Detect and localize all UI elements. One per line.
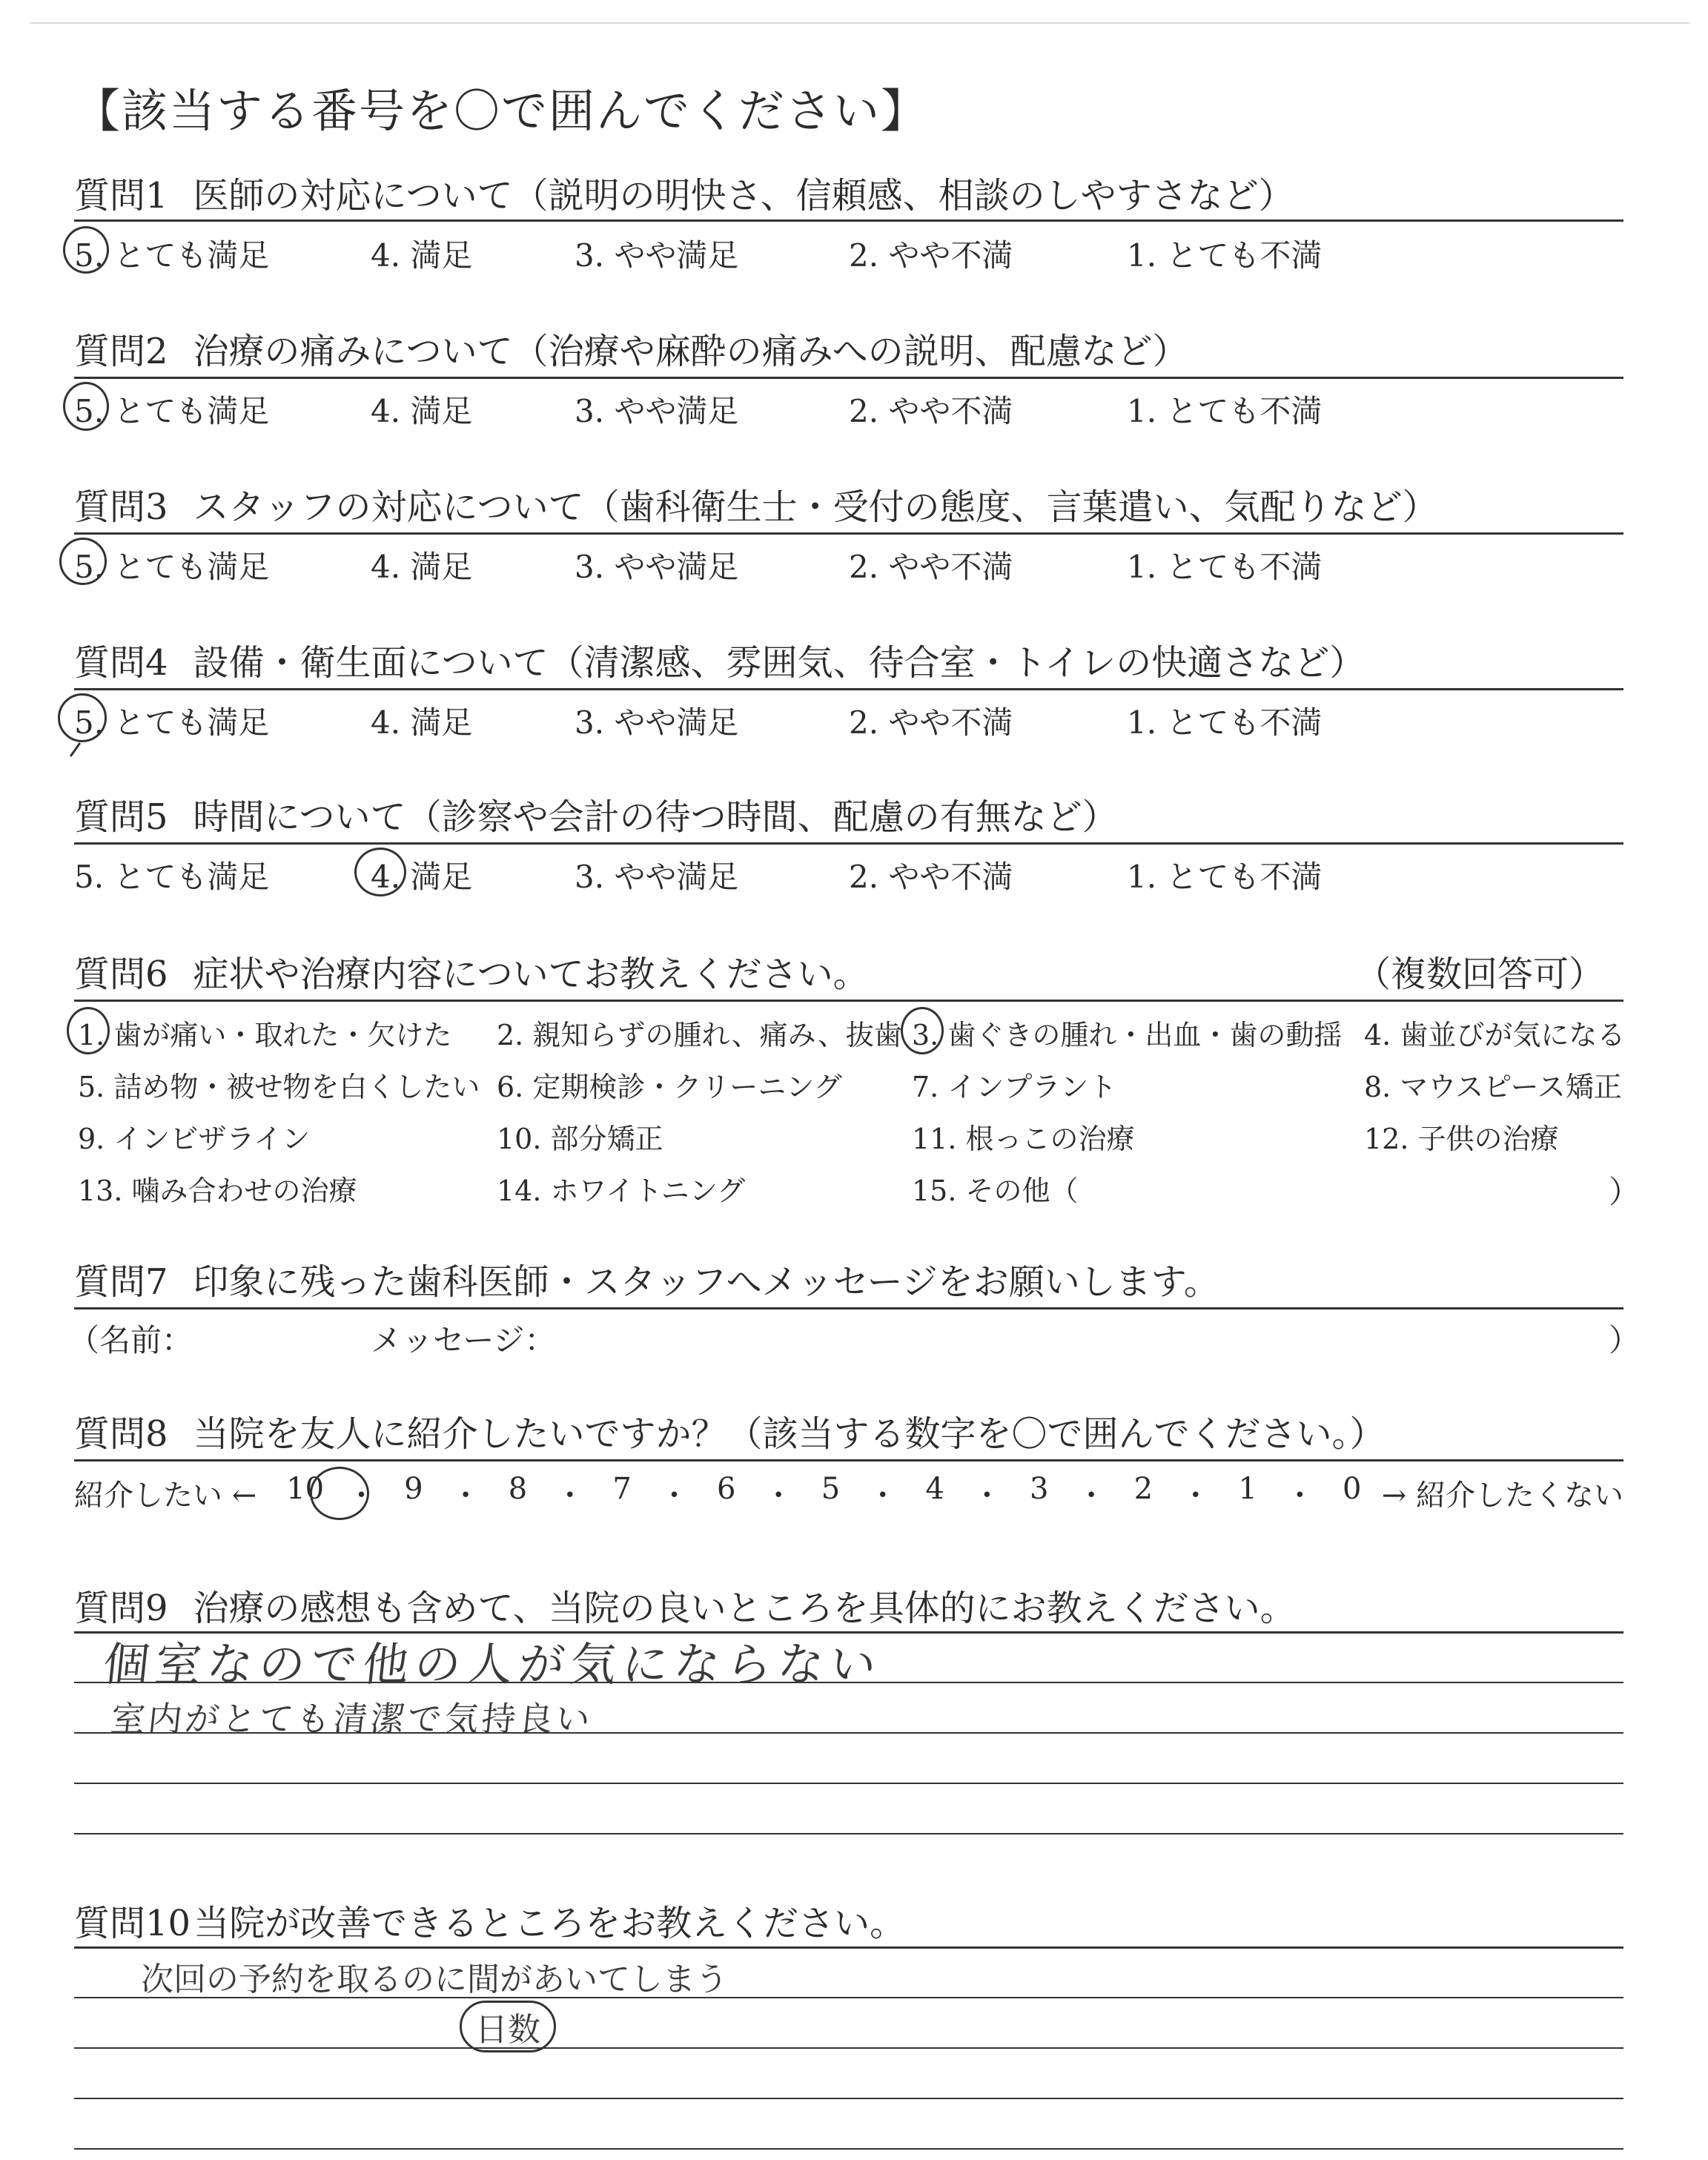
q8-scale-8[interactable]: 8 <box>508 1472 528 1506</box>
q8-scale-6[interactable]: 6 <box>717 1472 736 1506</box>
q7-close-paren: ） <box>1609 1322 1641 1358</box>
question-3-number: 質問3 <box>74 486 168 528</box>
q5-option-5[interactable]: 5. とても満足 <box>74 859 270 895</box>
q6-answer-circle-3 <box>901 1007 944 1054</box>
q5-option-4[interactable]: 4. 満足 <box>371 859 473 895</box>
q1-option-1[interactable]: 1. とても不満 <box>1127 237 1323 274</box>
question-6-title <box>74 945 869 997</box>
q4-option-3[interactable]: 3. やや満足 <box>575 704 739 741</box>
question-3-rule <box>74 532 1623 535</box>
question-6-number: 質問6 <box>74 954 168 995</box>
q7-message-label: メッセージ： <box>371 1322 556 1358</box>
question-4-title <box>74 634 1365 685</box>
question-5-text: 時間について（診察や会計の待つ時間、配慮の有無など） <box>193 796 1118 838</box>
q10-handwritten-answer-1[interactable]: 次回の予約を取るのに間があいてしまう <box>141 1961 728 1998</box>
q6-choice-3[interactable]: 3. 歯ぐきの腫れ・出血・歯の動揺 <box>912 1019 1343 1051</box>
q3-option-2[interactable]: 2. やや不満 <box>849 549 1013 585</box>
q8-scale-2[interactable]: 2 <box>1133 1472 1153 1506</box>
q1-option-5[interactable]: 5. とても満足 <box>74 237 270 274</box>
q4-answer-mark-tail <box>70 742 81 757</box>
q3-option-3[interactable]: 3. やや満足 <box>575 549 739 585</box>
question-3-text: スタッフの対応について（歯科衛生士・受付の態度、言葉遣い、気配りなど） <box>193 486 1438 528</box>
question-6-note: （複数回答可） <box>1354 954 1604 995</box>
question-7-number: 質問7 <box>74 1261 168 1303</box>
q1-option-4[interactable]: 4. 満足 <box>371 237 473 274</box>
q7-name-label: （名前： <box>68 1322 193 1358</box>
question-4-text: 設備・衛生面について（清潔感、雰囲気、待合室・トイレの快適さなど） <box>193 642 1366 684</box>
q5-option-2[interactable]: 2. やや不満 <box>849 859 1013 895</box>
q8-left-label: 紹介したい ← <box>74 1479 257 1513</box>
question-5-rule <box>74 842 1623 845</box>
question-5-title <box>74 788 1118 839</box>
q6-choice-13[interactable]: 13. 噛み合わせの治療 <box>78 1175 357 1207</box>
q8-scale-9[interactable]: 9 <box>404 1472 423 1506</box>
q9-writing-line <box>74 1833 1623 1834</box>
q8-scale-dot: ・ <box>451 1479 481 1513</box>
q6-choice-10[interactable]: 10. 部分矯正 <box>497 1123 663 1155</box>
question-10-text: 当院が改善できるところをお教えください。 <box>193 1903 906 1944</box>
question-7-text: 印象に残った歯科医師・スタッフへメッセージをお願いします。 <box>193 1261 1219 1303</box>
q6-choice-12[interactable]: 12. 子供の治療 <box>1364 1123 1559 1155</box>
q3-option-5[interactable]: 5. とても満足 <box>74 549 270 585</box>
q8-scale-dot: ・ <box>1076 1479 1107 1513</box>
q8-scale-0[interactable]: 0 <box>1342 1472 1362 1506</box>
question-8-title <box>74 1405 1386 1456</box>
q2-option-5[interactable]: 5. とても満足 <box>74 393 270 429</box>
question-8-text: 当院を友人に紹介したいですか？（該当する数字を〇で囲んでください。） <box>193 1413 1386 1455</box>
question-2-number: 質問2 <box>74 331 168 372</box>
q6-choice-1[interactable]: 1. 歯が痛い・取れた・欠けた <box>78 1019 452 1051</box>
q8-scale-dot: ・ <box>867 1479 898 1513</box>
q8-scale-dot: ・ <box>346 1479 377 1513</box>
q6-choice-14[interactable]: 14. ホワイトニング <box>497 1175 746 1207</box>
question-5-number: 質問5 <box>74 796 168 838</box>
question-1-text: 医師の対応について（説明の明快さ、信頼感、相談のしやすさなど） <box>193 175 1294 217</box>
question-7-rule <box>74 1307 1623 1309</box>
q8-scale-5[interactable]: 5 <box>821 1472 841 1506</box>
q5-option-1[interactable]: 1. とても不満 <box>1127 859 1323 895</box>
question-10-title <box>74 1895 905 1946</box>
question-9-title <box>74 1579 1296 1631</box>
q8-scale-1[interactable]: 1 <box>1238 1472 1257 1506</box>
q6-choice-6[interactable]: 6. 定期検診・クリーニング <box>497 1071 842 1103</box>
question-1-rule <box>74 219 1623 222</box>
q6-choice-5[interactable]: 5. 詰め物・被せ物を白くしたい <box>78 1071 480 1103</box>
page-top-border <box>30 22 1690 24</box>
q5-answer-circle <box>354 848 406 896</box>
question-2-title <box>74 323 1188 374</box>
q8-scale-3[interactable]: 3 <box>1030 1472 1049 1506</box>
q2-option-2[interactable]: 2. やや不満 <box>849 393 1013 429</box>
q8-scale-10[interactable]: 10 <box>286 1472 325 1506</box>
question-4-rule <box>74 688 1623 690</box>
question-4-number: 質問4 <box>74 642 168 684</box>
q8-scale-dot: ・ <box>1285 1479 1315 1513</box>
q1-answer-circle <box>63 226 109 274</box>
q5-option-3[interactable]: 3. やや満足 <box>575 859 739 895</box>
q6-choice-8[interactable]: 8. マウスピース矯正 <box>1364 1071 1622 1103</box>
q6-choice-7[interactable]: 7. インプラント <box>912 1071 1117 1103</box>
q3-answer-circle <box>59 538 107 585</box>
q8-recommend-scale <box>74 1472 1623 1514</box>
question-1-number: 質問1 <box>74 175 168 217</box>
q8-scale-dot: ・ <box>972 1479 1002 1513</box>
q9-handwritten-answer-2[interactable]: 室内がとても清潔で気持良い <box>108 1699 595 1739</box>
question-6-rule <box>74 1000 1623 1002</box>
q4-option-5[interactable]: 5. とても満足 <box>74 704 270 741</box>
question-10-rule <box>74 1946 1623 1949</box>
q6-choice-11[interactable]: 11. 根っこの治療 <box>912 1123 1135 1155</box>
q8-right-label: → 紹介したくない <box>1381 1479 1623 1513</box>
question-8-rule <box>74 1459 1623 1462</box>
q2-option-3[interactable]: 3. やや満足 <box>575 393 739 429</box>
question-10-number: 質問10 <box>74 1903 191 1944</box>
q2-answer-circle <box>63 382 109 431</box>
q8-scale-dot: ・ <box>659 1479 689 1513</box>
question-6-text: 症状や治療内容についてお教えください。 <box>193 954 869 995</box>
q6-choice-2[interactable]: 2. 親知らずの腫れ、痛み、抜歯 <box>497 1019 902 1051</box>
q10-writing-line <box>74 2098 1623 2099</box>
q8-answer-circle <box>310 1467 369 1520</box>
q6-choice-15[interactable]: 15. その他（ <box>912 1175 1079 1207</box>
q8-scale-dot: ・ <box>764 1479 794 1513</box>
q6-other-close-paren: ） <box>1609 1174 1641 1210</box>
q2-option-4[interactable]: 4. 満足 <box>371 393 473 429</box>
q8-scale-dot: ・ <box>1180 1479 1211 1513</box>
page-title: 【該当する番号を〇で囲んでください】 <box>74 84 929 138</box>
question-2-rule <box>74 377 1623 379</box>
q8-scale-dot: ・ <box>555 1479 585 1513</box>
question-7-title <box>74 1253 1219 1304</box>
q9-handwritten-answer-1[interactable]: 個室なので他の人が気にならない <box>100 1637 885 1691</box>
q6-choice-4[interactable]: 4. 歯並びが気になる <box>1364 1019 1626 1051</box>
question-3-title <box>74 478 1438 529</box>
question-9-number: 質問9 <box>74 1588 168 1629</box>
q3-option-4[interactable]: 4. 満足 <box>371 549 473 585</box>
q1-option-2[interactable]: 2. やや不満 <box>849 237 1013 274</box>
q4-option-1[interactable]: 1. とても不満 <box>1127 704 1323 741</box>
q2-option-1[interactable]: 1. とても不満 <box>1127 393 1323 429</box>
q8-scale-7[interactable]: 7 <box>612 1472 632 1506</box>
question-9-text: 治療の感想も含めて、当院の良いところを具体的にお教えください。 <box>193 1588 1296 1629</box>
q10-writing-line <box>74 2148 1623 2150</box>
q10-writing-line <box>74 2047 1623 2049</box>
question-8-number: 質問8 <box>74 1413 168 1455</box>
q4-option-4[interactable]: 4. 満足 <box>371 704 473 741</box>
question-1-title <box>74 167 1294 218</box>
q6-choice-9[interactable]: 9. インビザライン <box>78 1123 311 1155</box>
q1-option-3[interactable]: 3. やや満足 <box>575 237 739 274</box>
q3-option-1[interactable]: 1. とても不満 <box>1127 549 1323 585</box>
q8-scale-4[interactable]: 4 <box>925 1472 944 1506</box>
q10-handwritten-note[interactable]: 日数 <box>460 2001 556 2052</box>
q9-writing-line <box>74 1783 1623 1784</box>
q8-scale-numbers <box>256 1472 1382 1514</box>
q6-answer-circle-1 <box>67 1007 110 1054</box>
q4-answer-circle <box>58 693 107 742</box>
question-2-text: 治療の痛みについて（治療や麻酔の痛みへの説明、配慮など） <box>193 331 1188 372</box>
q4-option-2[interactable]: 2. やや不満 <box>849 704 1013 741</box>
